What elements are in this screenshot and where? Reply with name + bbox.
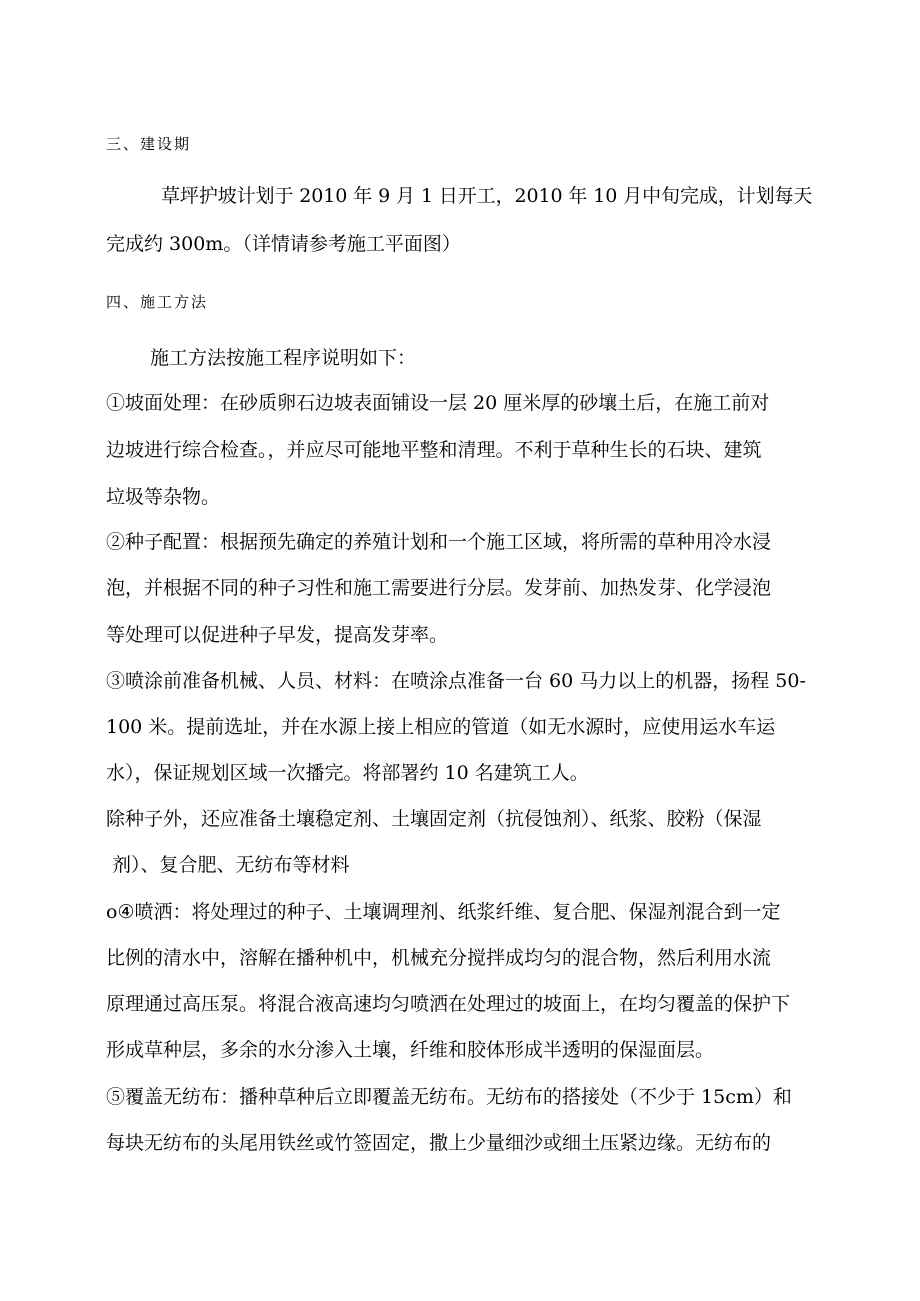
paragraph-line: o④喷洒：将处理过的种子、土壤调理剂、纸浆纤维、复合肥、保湿剂混合到一定 — [106, 901, 781, 923]
paragraph-line: 草坪护坡计划于 2010 年 9 月 1 日开工，2010 年 10 月中旬完成，计划每天 — [161, 185, 813, 207]
paragraph-line: ②种子配置：根据预先确定的养殖计划和一个施工区域，将所需的草种用冷水浸 — [106, 531, 772, 553]
paragraph-line: 比例的清水中，溶解在播种机中，机械充分搅拌成均匀的混合物，然后利用水流 — [106, 947, 772, 969]
paragraph-line: 施工方法按施工程序说明如下： — [150, 347, 417, 369]
paragraph-line: 100 米。提前选址，并在水源上接上相应的管道（如无水源时，应使用运水车运 — [106, 716, 776, 738]
section-heading-construction-period: 三、建设期 — [106, 135, 192, 153]
paragraph-line: 垃圾等杂物。 — [106, 486, 221, 508]
paragraph-line: 剂）、复合肥、无纺布等材料 — [112, 854, 350, 876]
paragraph-line: ①坡面处理：在砂质卵石边坡表面铺设一层 20 厘米厚的砂壤土后，在施工前对 — [106, 392, 770, 414]
paragraph-line: 形成草种层，多余的水分渗入土壤，纤维和胶体形成半透明的保湿面层。 — [106, 1039, 715, 1061]
paragraph-line: 等处理可以促进种子早发，提高发芽率。 — [106, 624, 449, 646]
paragraph-line: ⑤覆盖无纺布：播种草种后立即覆盖无纺布。无纺布的搭接处（不少于 15cm）和 — [106, 1086, 792, 1108]
paragraph-line: 每块无纺布的头尾用铁丝或竹签固定，撒上少量细沙或细土压紧边缘。无纺布的 — [106, 1132, 772, 1154]
paragraph-line: 原理通过高压泵。将混合液高速均匀喷洒在处理过的坡面上，在均匀覆盖的保护下 — [106, 993, 791, 1015]
paragraph-line: ③喷涂前准备机械、人员、材料：在喷涂点准备一台 60 马力以上的机器，扬程 50- — [106, 670, 806, 692]
paragraph-line: 除种子外，还应准备土壤稳定剂、土壤固定剂（抗侵蚀剂）、纸浆、胶粉（保湿 — [106, 808, 762, 830]
paragraph-line: 水），保证规划区域一次播完。将部署约 10 名建筑工人。 — [106, 762, 589, 784]
section-heading-construction-method: 四、施工方法 — [106, 293, 209, 311]
paragraph-line: 完成约 300m。（详情请参考施工平面图） — [106, 233, 461, 255]
paragraph-line: 泡，并根据不同的种子习性和施工需要进行分层。发芽前、加热发芽、化学浸泡 — [106, 577, 772, 599]
paragraph-line: 边坡进行综合检查。，并应尽可能地平整和清理。不利于草种生长的石块、建筑 — [106, 439, 762, 461]
